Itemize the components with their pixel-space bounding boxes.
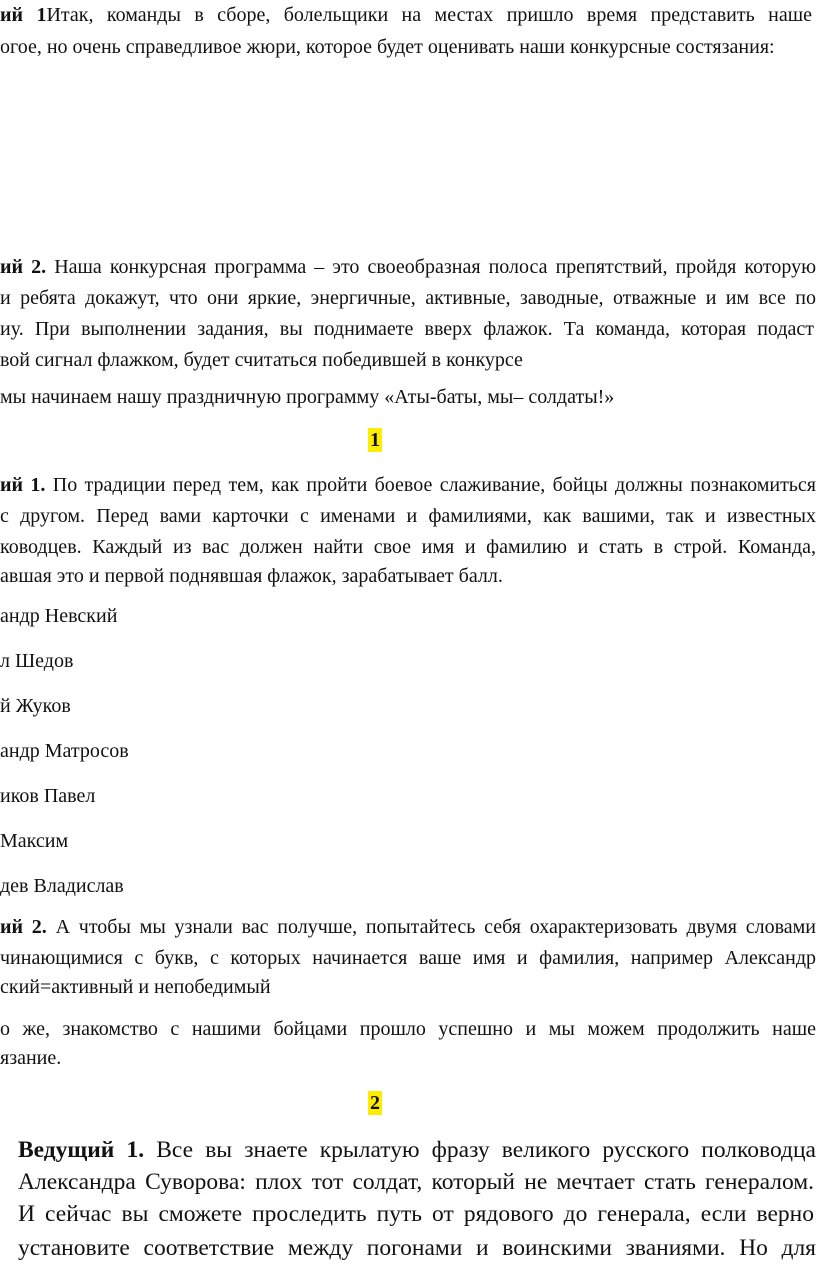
paragraph-3: мы начинаем нашу праздничную программу «Аты-баты, мы– солдаты!» xyxy=(0,386,615,408)
paragraph-2-line-1 xyxy=(0,254,816,280)
paragraph-4-line-2: с другом. Перед вами карточки с именами и фамилиями, как вашими, так и известных xyxy=(0,505,816,527)
paragraph-7-line-2: Александра Суворова: плох тот солдат, который не мечтает стать генералом. xyxy=(18,1169,814,1195)
speaker-label: Ведущий 1. xyxy=(18,1137,145,1163)
list-item: Максим xyxy=(0,830,69,852)
paragraph-4-line-4: авшая это и первой поднявшая флажок, зарабатывает балл. xyxy=(0,565,503,587)
paragraph-text: По традиции перед тем, как пройти боевое слаживание, бойцы должны познакомиться xyxy=(45,474,816,496)
paragraph-5-line-3: ский=активный и непобедимый xyxy=(0,976,271,998)
list-item: л Шедов xyxy=(0,650,74,672)
section-number-1: 1 xyxy=(370,429,380,451)
paragraph-6-line-2: язание. xyxy=(0,1047,62,1069)
list-item: й Жуков xyxy=(0,695,71,717)
section-number-2: 2 xyxy=(370,1092,380,1114)
paragraph-2-line-3: иу. При выполнении задания, вы поднимаете вверх флажок. Та команда, которая подаст xyxy=(0,318,814,340)
paragraph-6-line-1: о же, знакомство с нашими бойцами прошло успешно и мы можем продолжить наше xyxy=(0,1018,816,1040)
paragraph-1-line-1 xyxy=(0,2,812,28)
paragraph-4-line-1 xyxy=(0,472,816,498)
paragraph-5-line-2: чинающимися с букв, с которых начинается ваше имя и фамилия, например Александр xyxy=(0,947,816,969)
list-item: андр Невский xyxy=(0,605,118,627)
paragraph-text: Наша конкурсная программа – это своеобразная полоса препятствий, пройдя которую xyxy=(46,256,816,278)
paragraph-4-line-3: ководцев. Каждый из вас должен найти свое имя и фамилию и стать в строй. Команда, xyxy=(0,536,816,558)
paragraph-text: А чтобы мы узнали вас получше, попытайтесь себя охарактеризовать двумя словами xyxy=(46,916,816,938)
paragraph-7-line-1 xyxy=(18,1134,816,1166)
paragraph-7-line-4: установите соответствие между погонами и воинскими званиями. Но для xyxy=(18,1235,816,1261)
speaker-label: ий 2. xyxy=(0,916,47,938)
paragraph-7-line-3: И сейчас вы сможете проследить путь от рядового до генерала, если верно xyxy=(18,1201,814,1227)
list-item: андр Матросов xyxy=(0,740,129,762)
speaker-label: ий 1 xyxy=(0,4,47,26)
speaker-label: ий 2. xyxy=(0,256,47,278)
paragraph-1-line-2: огое, но очень справедливое жюри, которое будет оценивать наши конкурсные состязания: xyxy=(0,36,775,58)
list-item: иков Павел xyxy=(0,785,96,807)
paragraph-2-line-2: и ребята докажут, что они яркие, энергичные, активные, заводные, отважные и им все по xyxy=(0,287,816,309)
speaker-label: ий 1. xyxy=(0,474,46,496)
paragraph-5-line-1 xyxy=(0,914,816,940)
paragraph-text: Все вы знаете крылатую фразу великого русского полководца xyxy=(144,1137,816,1163)
paragraph-2-line-4: вой сигнал флажком, будет считаться победившей в конкурсе xyxy=(0,349,523,371)
paragraph-text: Итак, команды в сборе, болельщики на местах пришло время представить наше xyxy=(46,4,812,26)
list-item: дев Владислав xyxy=(0,875,124,897)
